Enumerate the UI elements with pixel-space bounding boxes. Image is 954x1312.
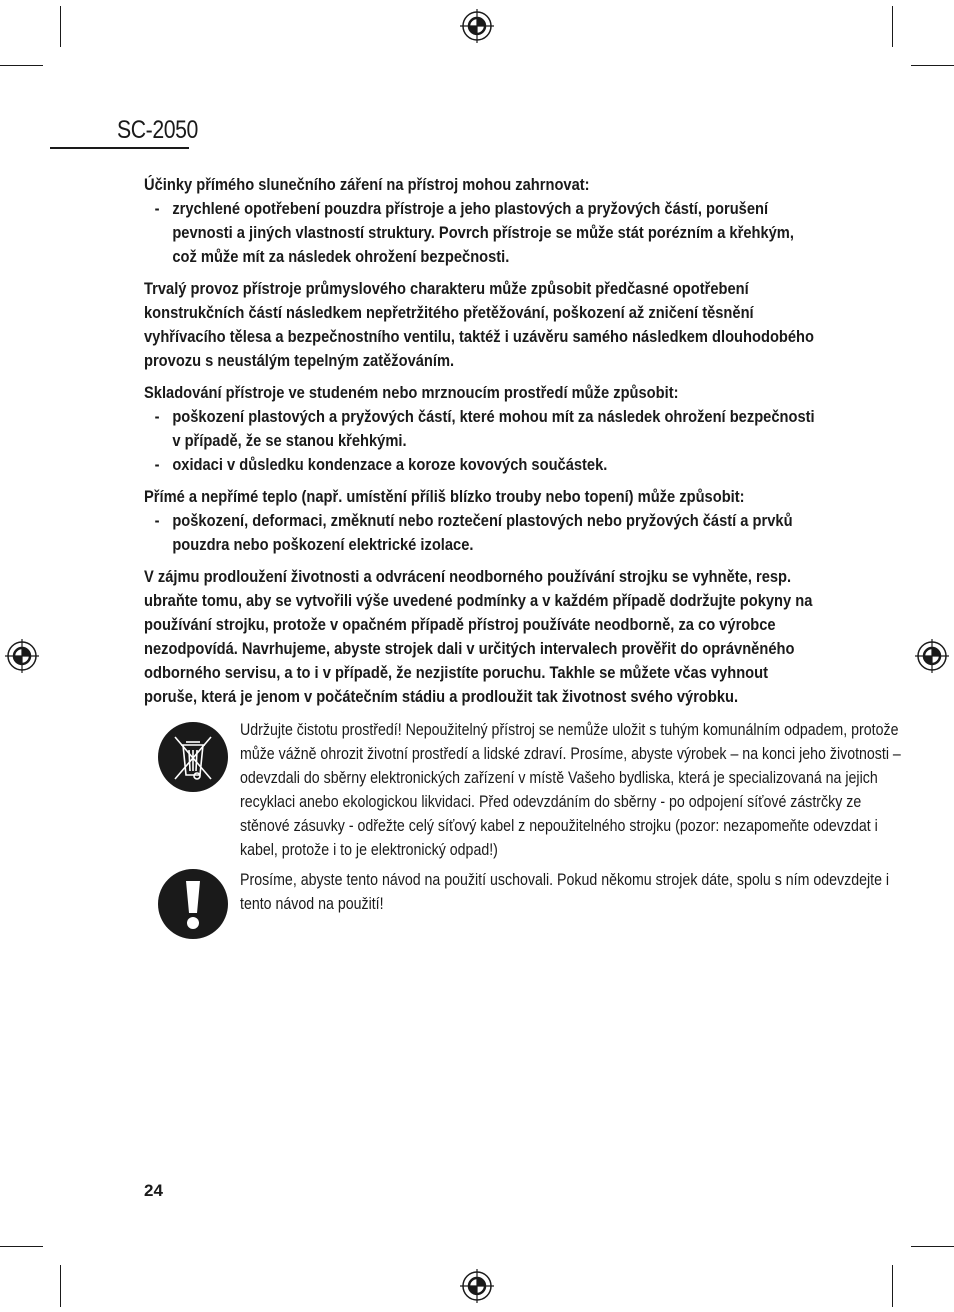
paragraph-text: Trvalý provoz přístroje průmyslového charakteru může způsobit předčasné opotřebení konstrukčních částí následkem nepřetržitého přetěžování, poškození až zničení těsnění vyhřívacího tělesa a bezpečnostního ventilu, taktéž i uzávěru samého následkem dlouhodobého provozu s neustálým tepelným zatěžováním. (144, 279, 815, 370)
crop-mark (0, 65, 43, 66)
list-item-text: oxidaci v důsledku kondenzace a koroze kovových součástek. (172, 455, 608, 474)
registration-mark-icon (460, 1269, 494, 1303)
model-title: SC-2050 (117, 116, 198, 144)
note-text: Udržujte čistotu prostředí! Nepoužitelný přístroj se nemůže uložit s tuhým komunálním odpadem, protože může vážně ohrozit životní prostředí a lidské zdraví. Prosíme, abyste výrobek – na konci jeho životnosti – odevzdali do sběrny elektronických zařízení v místě Vašeho bydliska, která je specializovaná na jejich recyklaci anebo ekologickou likvidaci. Před odevzdáním do sběrny - po odpojení síťové zástrčky ze stěnové zásuvky - odřežte celý síťový kabel z nepoužitelného strojku (pozor: nezapomeňte odevzdat i kabel, protože i to je elektronický odpad!) (240, 720, 901, 859)
page-number: 24 (144, 1181, 163, 1200)
list-item-text: zrychlené opotřebení pouzdra přístroje a jeho plastových a pryžových částí, porušení pevnosti a jiných vlastností struktury. Povrch přístroje se může stát porézním a křehkým, což může mít za následek ohrožení bezpečnosti. (172, 199, 794, 266)
list-item (144, 453, 817, 477)
note-text: Prosíme, abyste tento návod na použití uschovali. Pokud někomu strojek dáte, spolu s ním odevzdejte i tento návod na použití! (240, 870, 890, 913)
main-content (144, 173, 817, 717)
section-heading: Přímé a nepřímé teplo (např. umístění příliš blízko trouby nebo topení) může způsobit: (144, 487, 745, 506)
crop-mark (892, 1265, 893, 1307)
registration-mark-icon (5, 639, 39, 673)
paragraph-text: V zájmu prodloužení životnosti a odvrácení neodborného používání strojku se vyhněte, resp. ubraňte tomu, aby se vytvořili výše uvedené podmínky a v každém případě dodržujte pokyny na používání strojku, protože v opačném případě přístroj používáte neodborně, za co výrobce nezodpovídá. Navrhujeme, abyste strojek dali v určitých intervalech prověřit do oprávněného odborného servisu, a to i v případě, že nezjistíte poruchu. Takhle se můžete včas vyhnout poruše, která je jenom v počátečním stádiu a prodloužit tak životnost svého výrobku. (144, 567, 813, 706)
title-underline (50, 147, 189, 149)
list-item-text: poškození, deformaci, změknutí nebo roztečení plastových nebo pryžových částí a prvků pouzdra nebo poškození elektrické izolace. (172, 511, 793, 554)
section-cold-storage (144, 381, 817, 477)
crop-mark (892, 6, 893, 47)
section-sunlight (144, 173, 817, 269)
section-longevity (144, 565, 817, 709)
crop-mark (60, 6, 61, 47)
bullet-dash: - (154, 199, 160, 218)
crop-mark (911, 1246, 954, 1247)
list-item (144, 509, 817, 557)
crossed-out-bin-icon (157, 721, 229, 793)
crop-mark (911, 65, 954, 66)
crop-mark (0, 1246, 43, 1247)
registration-mark-icon (460, 9, 494, 43)
list-item (144, 197, 817, 269)
section-heading: Skladování přístroje ve studeném nebo mrznoucím prostředí může způsobit: (144, 383, 679, 402)
section-heading: Účinky přímého slunečního záření na přístroj mohou zahrnovat: (144, 175, 590, 194)
exclamation-icon (157, 868, 229, 940)
section-continuous-operation (144, 277, 817, 373)
list-item-text: poškození plastových a pryžových částí, které mohou mít za následek ohrožení bezpečnosti v případě, že se stanou křehkými. (172, 407, 815, 450)
crop-mark (60, 1265, 61, 1307)
bullet-dash: - (154, 455, 160, 474)
registration-mark-icon (915, 639, 949, 673)
bullet-dash: - (154, 511, 160, 530)
section-heat (144, 485, 817, 557)
list-item (144, 405, 817, 453)
bullet-dash: - (154, 407, 160, 426)
